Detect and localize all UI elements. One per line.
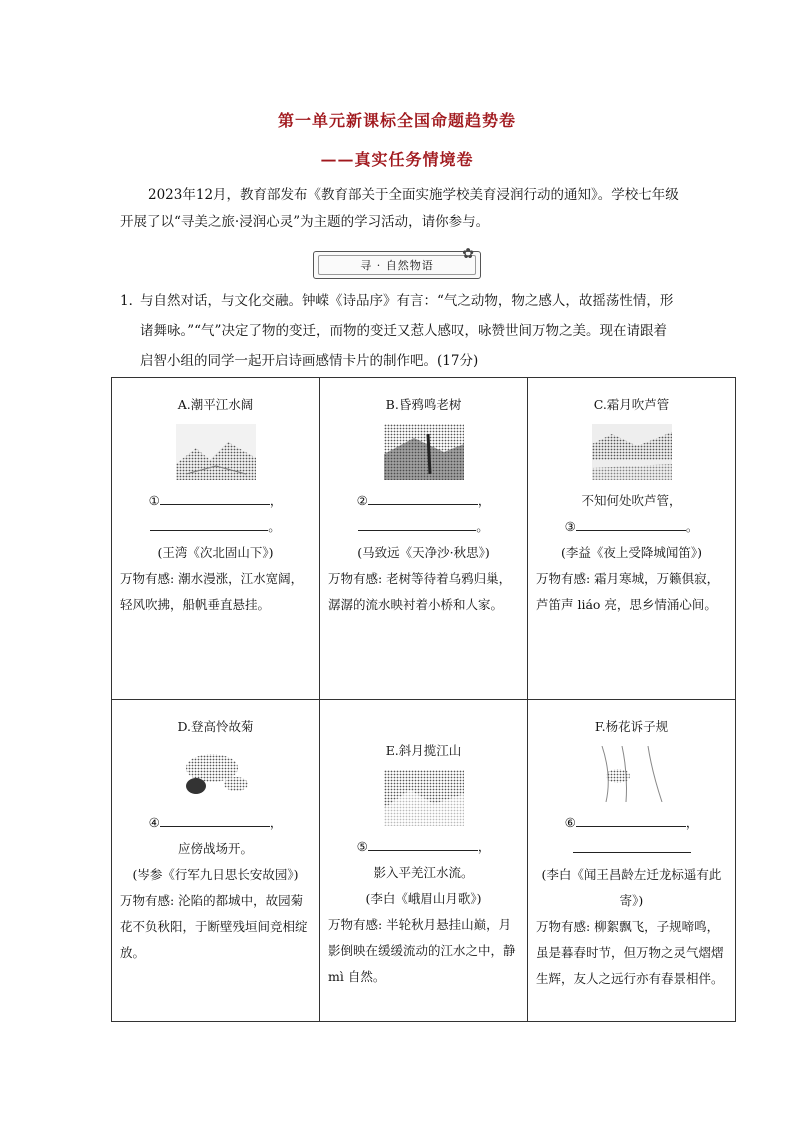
blank-punct: 。: [268, 519, 281, 534]
card-title: F.杨花诉子规: [594, 719, 669, 734]
page-subtitle: ——真实任务情境卷: [320, 150, 474, 169]
card-note: 万物有感: 沦陷的都城中，故园菊花不负秋阳，于断壁残垣间竞相绽放。: [120, 893, 308, 960]
answer-blank-2b[interactable]: [328, 514, 519, 540]
card-b: [320, 378, 528, 700]
blank-punct: ，: [477, 839, 491, 854]
card-note: 万物有感: 潮水漫涨，江水宽阔，轻风吹拂，船帆垂直悬挂。: [120, 571, 304, 612]
blank-punct: 。: [685, 519, 699, 534]
answer-blank-4[interactable]: [120, 810, 311, 836]
poem-source: (王湾《次北固山下》): [157, 545, 274, 560]
ink-landscape-image: [384, 424, 464, 480]
blank-punct: ，: [477, 493, 491, 508]
answer-blank-1[interactable]: [120, 488, 311, 514]
blank-number: ③: [564, 519, 576, 534]
question-1: [120, 286, 680, 376]
blank-number: ④: [148, 815, 160, 830]
poem-verse: 影入平羌江水流。: [373, 865, 474, 880]
card-d: [112, 700, 320, 1022]
blank-number: ⑤: [356, 839, 368, 854]
card-note: 万物有感: 柳絮飘飞，子规啼鸣，虽是暮春时节，但万物之灵气熠熠生辉，友人之远行亦有春景相伴。: [536, 919, 724, 986]
poem-source: (李益《夜上受降城闻笛》): [560, 545, 702, 560]
answer-blank-3[interactable]: [536, 514, 727, 540]
section-banner: [313, 246, 481, 279]
answer-blank-5[interactable]: [328, 834, 519, 860]
answer-blank-6b[interactable]: [536, 836, 727, 862]
poem-source: (李白《峨眉山月歌》): [365, 891, 482, 906]
poem-card-table: [111, 377, 736, 1022]
ink-landscape-image: [592, 424, 672, 480]
card-title: B.昏鸦鸣老树: [385, 397, 462, 412]
blank-punct: 。: [476, 519, 489, 534]
poem-verse: 不知何处吹芦管，: [581, 493, 682, 508]
card-f: [528, 700, 736, 1022]
blank-number: ⑥: [564, 815, 576, 830]
poem-source: (马致远《天净沙·秋思》): [357, 545, 490, 560]
card-title: D.登高怜故菊: [177, 719, 254, 734]
card-title: C.霜月吹芦管: [593, 397, 670, 412]
ink-bird-willow-image: [592, 746, 672, 802]
ink-landscape-image: [384, 770, 464, 826]
card-a: [112, 378, 320, 700]
question-number: 1．: [120, 293, 143, 309]
blank-number: ②: [356, 493, 368, 508]
card-note: 万物有感: 霜月寒城，万籁俱寂，芦笛声 liáo 亮，思乡情涌心间。: [536, 571, 720, 612]
section-banner-label: 寻 · 自然物语: [360, 259, 434, 272]
ink-landscape-image: [176, 424, 256, 480]
page-title: 第一单元新课标全国命题趋势卷: [277, 111, 516, 130]
poem-source: (李白《闻王昌龄左迁龙标遥有此寄》): [541, 867, 722, 908]
poem-verse: 应傍战场开。: [177, 841, 253, 856]
plum-branch-icon: ✿: [462, 246, 474, 262]
card-note: 万物有感: 半轮秋月悬挂山巅，月影倒映在缓缓流动的江水之中，静 mì 自然。: [328, 917, 516, 984]
card-title: A.潮平江水阔: [177, 397, 254, 412]
card-note: 万物有感: 老树等待着乌鸦归巢，潺潺的流水映衬着小桥和人家。: [328, 571, 512, 612]
poem-source: (岑参《行军九日思长安故园》): [132, 867, 299, 882]
card-c: [528, 378, 736, 700]
intro-paragraph: 2023年12月，教育部发布《教育部关于全面实施学校美育浸润行动的通知》。学校七年级开展了以“寻美之旅·浸润心灵”为主题的学习活动，请你参与。: [120, 187, 679, 230]
blank-punct: ，: [269, 815, 283, 830]
question-text: 与自然对话，与文化交融。钟嵘《诗品序》有言：“气之动物，物之感人，故摇荡性情，形诸舞咏。”“气”决定了物的变迁，而物的变迁又惹人感叹，咏赞世间万物之美。现在请跟着启智小组的同学一起开启诗画感情卡片的制作吧。(17分): [140, 293, 674, 369]
card-e: [320, 700, 528, 1022]
blank-punct: ，: [269, 493, 283, 508]
answer-blank-2[interactable]: [328, 488, 519, 514]
answer-blank-1b[interactable]: [120, 514, 311, 540]
blank-number: ①: [148, 493, 160, 508]
answer-blank-6[interactable]: [536, 810, 727, 836]
ink-chrysanthemum-image: [176, 746, 256, 802]
blank-punct: ，: [685, 815, 699, 830]
card-title: E.斜月揽江山: [385, 743, 462, 758]
